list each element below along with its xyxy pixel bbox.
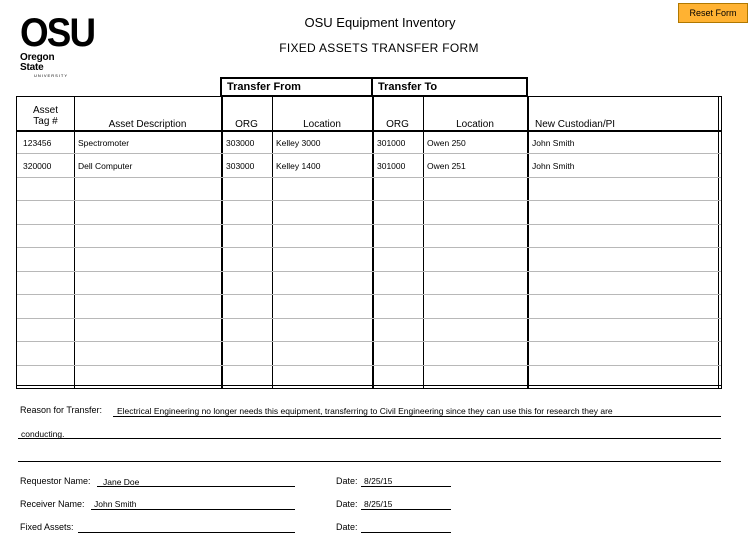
col-header-asset-tag: Asset Tag # xyxy=(32,105,58,127)
date-field-1[interactable]: 8/25/15 xyxy=(364,476,393,486)
reason-line1[interactable]: Electrical Engineering no longer needs this equipment, transferring to Civil Engineering since they can use this for research they are xyxy=(117,406,613,416)
col-header-to-org: ORG xyxy=(386,119,409,130)
row1-from-org[interactable]: 303000 xyxy=(226,138,255,148)
row2-to-location[interactable]: Owen 251 xyxy=(427,161,466,171)
page-title: OSU Equipment Inventory xyxy=(304,15,456,30)
date-label-1: Date: xyxy=(336,476,358,486)
logo-university-text: UNIVERSITY xyxy=(34,73,69,78)
reason-label: Reason for Transfer: xyxy=(20,405,103,415)
row2-to-org[interactable]: 301000 xyxy=(377,161,406,171)
transfer-from-header: Transfer From xyxy=(220,77,373,97)
logo-oregon-state-text: Oregon State xyxy=(20,52,55,73)
col-header-from-location: Location xyxy=(303,119,341,130)
row2-asset-tag[interactable]: 320000 xyxy=(23,161,52,171)
date-field-2[interactable]: 8/25/15 xyxy=(364,499,393,509)
reason-line2[interactable]: conducting. xyxy=(21,429,65,439)
logo-osu-text: OSU xyxy=(20,11,95,55)
row1-from-location[interactable]: Kelley 3000 xyxy=(276,138,321,148)
row1-to-org[interactable]: 301000 xyxy=(377,138,406,148)
row2-from-org[interactable]: 303000 xyxy=(226,161,255,171)
col-header-asset-description: Asset Description xyxy=(108,119,187,130)
date-label-2: Date: xyxy=(336,499,358,509)
receiver-name-field[interactable]: John Smith xyxy=(94,499,137,509)
row2-custodian[interactable]: John Smith xyxy=(532,161,575,171)
fixed-assets-field[interactable] xyxy=(78,532,295,533)
fixed-assets-label: Fixed Assets: xyxy=(20,522,74,532)
row2-from-location[interactable]: Kelley 1400 xyxy=(276,161,321,171)
transfer-to-header: Transfer To xyxy=(371,77,528,97)
row1-description[interactable]: Spectromoter xyxy=(78,138,130,148)
row1-asset-tag[interactable]: 123456 xyxy=(23,138,52,148)
receiver-name-label: Receiver Name: xyxy=(20,499,85,509)
date-label-3: Date: xyxy=(336,522,358,532)
date-field-3[interactable] xyxy=(361,532,451,533)
col-header-from-org: ORG xyxy=(235,119,258,130)
col-header-new-custodian: New Custodian/PI xyxy=(535,119,616,130)
row1-to-location[interactable]: Owen 250 xyxy=(427,138,466,148)
row1-custodian[interactable]: John Smith xyxy=(532,138,575,148)
reset-form-button[interactable]: Reset Form xyxy=(678,3,748,23)
assets-table xyxy=(16,96,722,389)
requestor-name-field[interactable]: Jane Doe xyxy=(103,477,140,487)
col-header-to-location: Location xyxy=(456,119,494,130)
row2-description[interactable]: Dell Computer xyxy=(78,161,133,171)
requestor-name-label: Requestor Name: xyxy=(20,476,91,486)
form-subtitle: FIXED ASSETS TRANSFER FORM xyxy=(279,41,479,55)
